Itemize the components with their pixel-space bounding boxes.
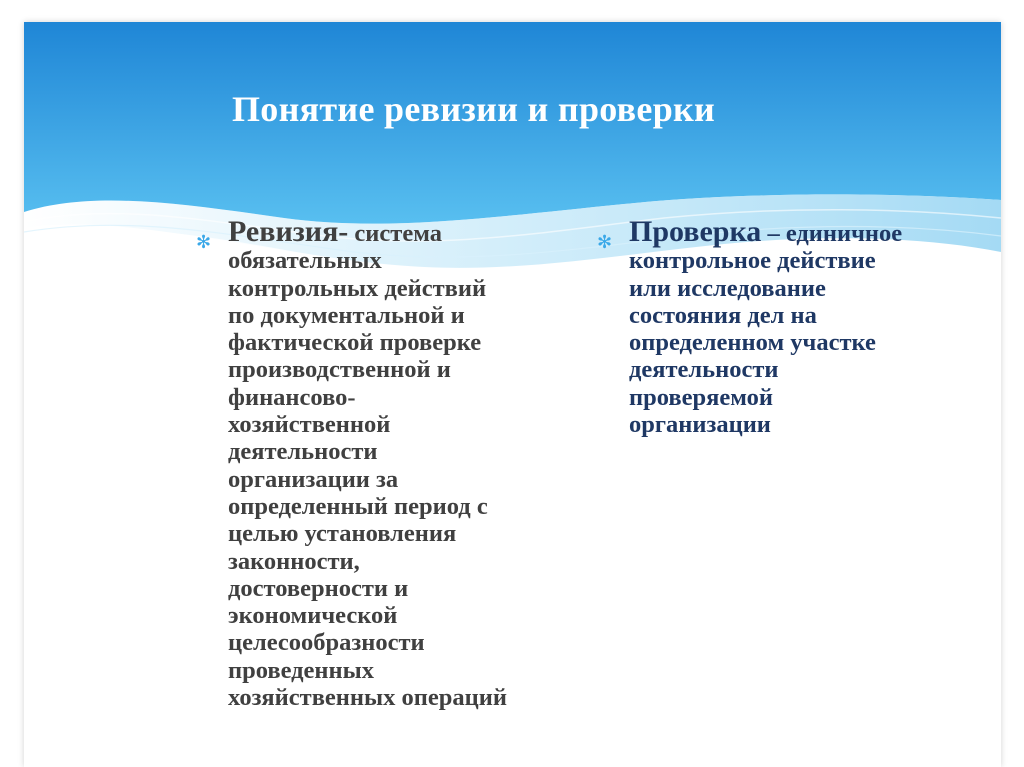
left-line: хозяйственных операций	[228, 684, 507, 712]
asterisk-bullet-icon: ✻	[196, 232, 212, 253]
left-line: по документальной и	[228, 301, 465, 329]
left-line: организации за	[228, 465, 399, 493]
asterisk-bullet-icon: ✻	[597, 232, 613, 253]
right-term: Проверка	[629, 215, 762, 248]
left-line: определенный период с	[228, 492, 488, 520]
right-line: определенном участке	[629, 329, 876, 357]
left-term: Ревизия-	[228, 215, 349, 248]
left-line: законности,	[228, 547, 360, 575]
right-line: контрольное действие	[629, 247, 876, 275]
right-first-line	[629, 215, 957, 248]
right-definition	[629, 215, 957, 439]
right-line: или исследование	[629, 274, 826, 302]
left-line: проведенных	[228, 656, 375, 684]
left-line: производственной и	[228, 356, 451, 384]
left-line: целесообразности	[228, 629, 425, 657]
left-line: контрольных действий	[228, 274, 487, 302]
left-line: хозяйственной	[228, 411, 391, 439]
left-line: фактической проверке	[228, 329, 482, 357]
left-definition	[228, 215, 556, 712]
right-line: состояния дел на	[629, 301, 817, 329]
left-first-line-rest: система	[348, 220, 442, 247]
left-line: деятельности	[228, 438, 378, 466]
right-first-line-rest: – единичное	[761, 220, 903, 247]
right-line: деятельности	[629, 356, 779, 384]
left-line: финансово-	[228, 383, 356, 411]
left-column	[196, 215, 556, 712]
slide	[24, 22, 1001, 767]
left-first-line	[228, 215, 556, 248]
left-line: достоверности и	[228, 574, 409, 602]
right-column	[597, 215, 957, 439]
left-line: экономической	[228, 602, 398, 630]
left-line: целью установления	[228, 520, 457, 548]
right-line: проверяемой	[629, 383, 773, 411]
right-line: организации	[629, 411, 771, 439]
slide-title: Понятие ревизии и проверки	[232, 89, 716, 129]
left-line: обязательных	[228, 247, 382, 275]
